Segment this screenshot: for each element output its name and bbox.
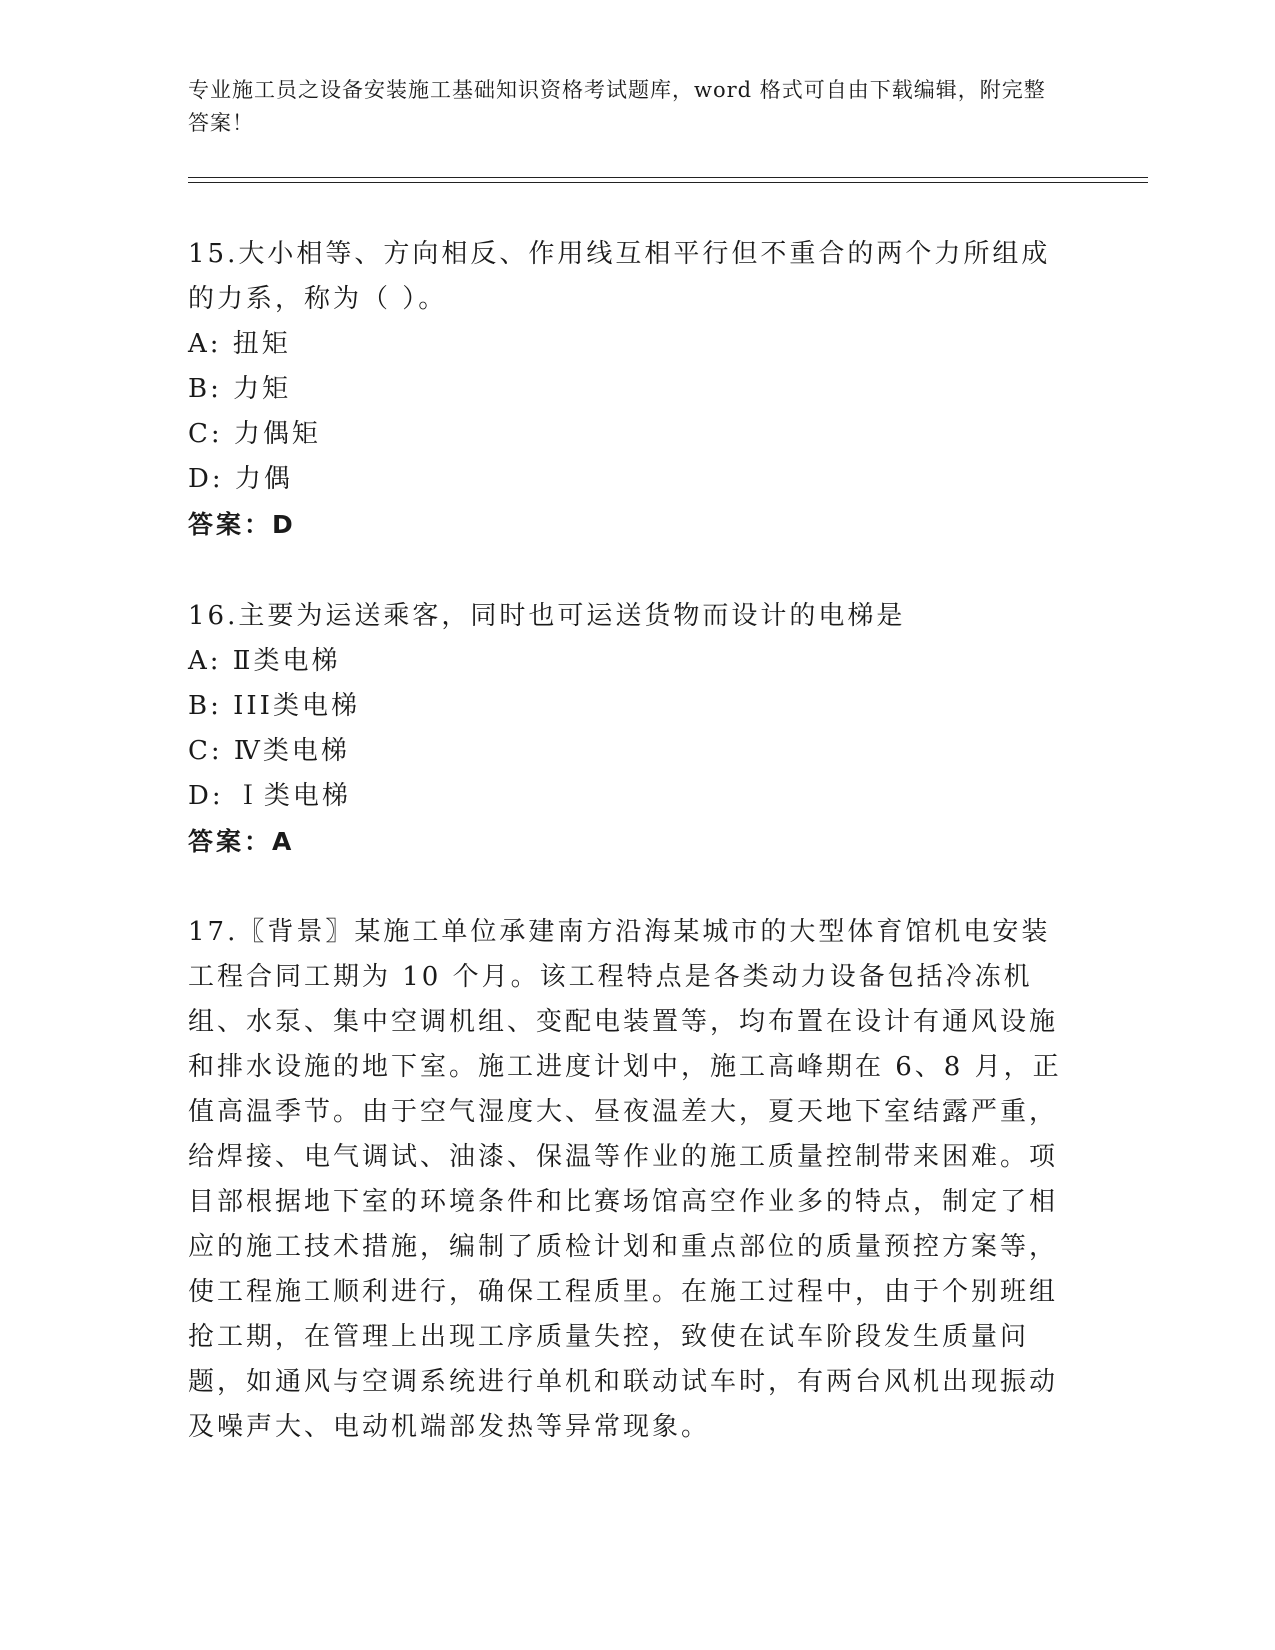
option-a: A: Ⅱ类电梯 [188,646,341,676]
option-b: B: III类电梯 [188,691,360,721]
document-header: 专业施工员之设备安装施工基础知识资格考试题库，word 格式可自由下载编辑，附完整答案！ [188,78,1046,135]
question-15 [188,232,1068,547]
question-stem: 16.主要为运送乘客，同时也可运送货物而设计的电梯是 [188,601,906,631]
header-divider-top [188,177,1148,178]
option-c: C: 力偶矩 [188,419,321,449]
question-17 [188,910,1068,1450]
option-d: D: 力偶 [188,464,293,494]
option-d: D: Ｉ类电梯 [188,781,351,811]
question-16 [188,594,1068,864]
option-a: A: 扭矩 [188,329,291,359]
answer: 答案：A [188,827,295,856]
answer: 答案：D [188,510,296,539]
header-divider-bottom [188,182,1148,183]
question-stem: 15.大小相等、方向相反、作用线互相平行但不重合的两个力所组成的力系，称为（ ）。 [188,239,1051,314]
question-stem: 17.〖背景〗某施工单位承建南方沿海某城市的大型体育馆机电安装工程合同工期为 10 个月。该工程特点是各类动力设备包括冷冻机组、水泵、集中空调机组、变配电装置等，均布置在设计有通风设施和排水设施的地下室。施工进度计划中，施工高峰期在 6、8 月，正值高温季节。由于空气湿度大、昼夜温差大，夏天地下室结露严重，给焊接、电气调试、油漆、保温等作业的施工质量控制带来困难。项目部根据地下室的环境条件和比赛场馆高空作业多的特点，制定了相应的施工技术措施，编制了质检计划和重点部位的质量预控方案等，使工程施工顺利进行，确保工程质里。在施工过程中，由于个别班组抢工期，在管理上出现工序质量失控，致使在试车阶段发生质量问题，如通风与空调系统进行单机和联动试车时，有两台风机出现振动及噪声大、电动机端部发热等异常现象。 [188,917,1062,1442]
option-b: B: 力矩 [188,374,292,404]
option-c: C: Ⅳ类电梯 [188,736,350,766]
